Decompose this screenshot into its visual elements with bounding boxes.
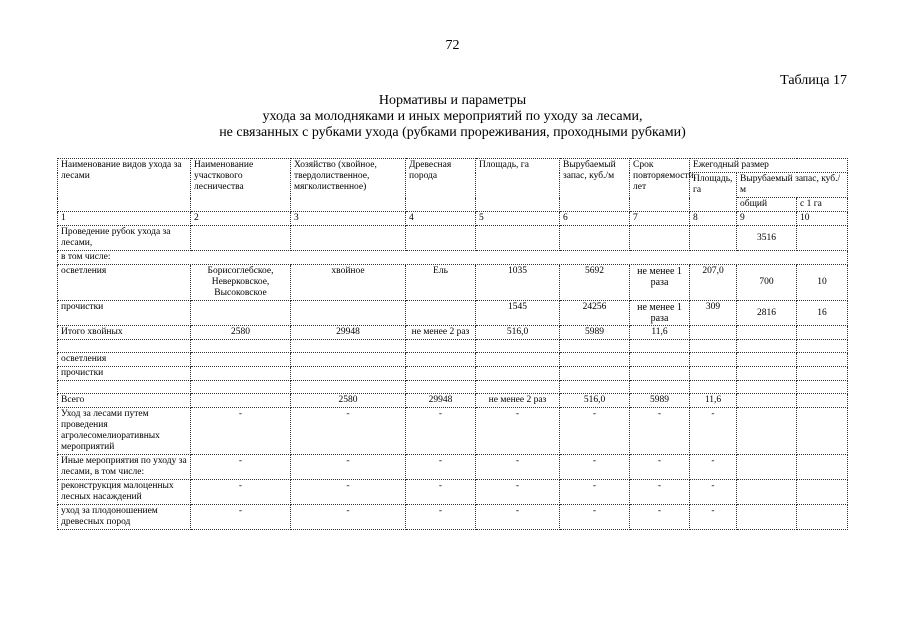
header-district: Наименование участкового лесничества xyxy=(191,159,291,212)
cell-dash: - xyxy=(291,408,406,455)
norms-table xyxy=(57,158,848,530)
cell-dash: - xyxy=(291,455,406,480)
cell-dash: - xyxy=(690,505,737,530)
cell-dash: - xyxy=(690,480,737,505)
column-number-row xyxy=(58,212,848,226)
cell-per-ha: 10 xyxy=(797,265,848,301)
cell-dash: - xyxy=(560,455,630,480)
table-row xyxy=(58,301,848,326)
header-period: Срок повторяемости, лет xyxy=(630,159,690,212)
header-stock: Вырубаемый запас, куб./м xyxy=(560,159,630,212)
title-line-2: ухода за молодняками и иных мероприятий по уходу за лесами, xyxy=(262,109,643,124)
header-per-ha: с 1 га xyxy=(797,198,848,212)
cell-dash: - xyxy=(191,505,291,530)
col-number: 3 xyxy=(291,212,406,226)
cell-col3: 2580 xyxy=(291,394,406,408)
cell-dash: - xyxy=(476,505,560,530)
cell-dash: - xyxy=(406,505,476,530)
cell-dash: - xyxy=(291,480,406,505)
cell-dash: - xyxy=(191,455,291,480)
cell-col4: 29948 xyxy=(406,394,476,408)
cell-col7: 11,6 xyxy=(630,326,690,340)
row-name: в том числе: xyxy=(58,251,848,265)
table-row xyxy=(58,353,848,367)
cell-col4: не менее 2 раз xyxy=(406,326,476,340)
header-annual: Ежегодный размер xyxy=(690,159,848,173)
cell-stock: 24256 xyxy=(560,301,630,326)
cell-dash: - xyxy=(476,408,560,455)
table-label: Таблица 17 xyxy=(780,73,847,88)
cell-district: Борисоглебское, Неверковское, Высоковское xyxy=(191,265,291,301)
table-row xyxy=(58,480,848,505)
col-number: 1 xyxy=(58,212,191,226)
table-row xyxy=(58,505,848,530)
cell-stock: 5692 xyxy=(560,265,630,301)
header-species: Древесная порода xyxy=(406,159,476,212)
cell-area: 1035 xyxy=(476,265,560,301)
cell-dash: - xyxy=(191,480,291,505)
cell-col6: 5989 xyxy=(560,326,630,340)
header-type: Наименование видов ухода за лесами xyxy=(58,159,191,212)
cell-col2: 2580 xyxy=(191,326,291,340)
cell-dash: - xyxy=(406,480,476,505)
table-title xyxy=(0,93,905,141)
header-annual-area: Площадь, га xyxy=(690,173,737,212)
row-name: Итого хвойных xyxy=(58,326,191,340)
title-line-1: Нормативы и параметры xyxy=(378,93,527,108)
cell-col7: 5989 xyxy=(630,394,690,408)
cell-period: не менее 1 раза xyxy=(630,301,690,326)
cell-farm: хвойное xyxy=(291,265,406,301)
cell-dash: - xyxy=(630,480,690,505)
row-name: прочистки xyxy=(58,367,191,381)
cell-dash: - xyxy=(476,455,560,480)
cell-dash: - xyxy=(630,408,690,455)
cell-dash: - xyxy=(191,408,291,455)
cell-dash: - xyxy=(630,455,690,480)
row-name: Уход за лесами путем проведения агролесомелиоративных мероприятий xyxy=(58,408,191,455)
cell-dash: - xyxy=(560,480,630,505)
cell-dash: - xyxy=(690,455,737,480)
header-annual-stock: Вырубаемый запас, куб./м xyxy=(737,173,848,198)
table-row xyxy=(58,367,848,381)
row-name: прочистки xyxy=(58,301,191,326)
cell-dash: - xyxy=(476,480,560,505)
row-name: осветления xyxy=(58,353,191,367)
header-total: общий xyxy=(737,198,797,212)
table-row xyxy=(58,381,848,394)
row-name: реконструкция малоценных лесных насаждений xyxy=(58,480,191,505)
cell-annual-area: 207,0 xyxy=(690,265,737,301)
cell-dash: - xyxy=(630,505,690,530)
table-row xyxy=(58,394,848,408)
cell-dash: - xyxy=(560,505,630,530)
page-number: 72 xyxy=(445,38,460,53)
cell-col5: 516,0 xyxy=(476,326,560,340)
header-row-1 xyxy=(58,159,848,173)
table-row xyxy=(58,455,848,480)
title-line-3: не связанных с рубками ухода (рубками прореживания, проходными рубками) xyxy=(219,125,686,140)
col-number: 2 xyxy=(191,212,291,226)
cell-dash: - xyxy=(406,408,476,455)
cell-annual-area: 309 xyxy=(690,301,737,326)
table-row xyxy=(58,265,848,301)
row-name: уход за плодоношением древесных пород xyxy=(58,505,191,530)
cell-dash: - xyxy=(406,455,476,480)
row-name: Проведение рубок ухода за лесами, xyxy=(58,226,191,251)
table-row xyxy=(58,408,848,455)
col-number: 9 xyxy=(737,212,797,226)
header-farm: Хозяйство (хвойное, твердолиственное, мягколиственное) xyxy=(291,159,406,212)
cell-species: Ель xyxy=(406,265,476,301)
cell-col6: 516,0 xyxy=(560,394,630,408)
cell-dash: - xyxy=(291,505,406,530)
col-number: 4 xyxy=(406,212,476,226)
cell-dash: - xyxy=(560,408,630,455)
table-row xyxy=(58,340,848,353)
col-number: 10 xyxy=(797,212,848,226)
table-row xyxy=(58,326,848,340)
cell-area: 1545 xyxy=(476,301,560,326)
table-row xyxy=(58,251,848,265)
table-row xyxy=(58,226,848,251)
cell-dash: - xyxy=(690,408,737,455)
cell-col8: 11,6 xyxy=(690,394,737,408)
cell-per-ha: 16 xyxy=(797,301,848,326)
cell-period: не менее 1 раза xyxy=(630,265,690,301)
cell-total: 700 xyxy=(737,265,797,301)
cell-col5: не менее 2 раз xyxy=(476,394,560,408)
col-number: 8 xyxy=(690,212,737,226)
row-name: Всего xyxy=(58,394,191,408)
col-number: 6 xyxy=(560,212,630,226)
col-number: 5 xyxy=(476,212,560,226)
col-number: 7 xyxy=(630,212,690,226)
row-name: Иные мероприятия по уходу за лесами, в том числе: xyxy=(58,455,191,480)
row-name: осветления xyxy=(58,265,191,301)
header-area: Площадь, га xyxy=(476,159,560,212)
cell-col3: 29948 xyxy=(291,326,406,340)
cell-total: 3516 xyxy=(737,226,797,251)
cell-total: 2816 xyxy=(737,301,797,326)
